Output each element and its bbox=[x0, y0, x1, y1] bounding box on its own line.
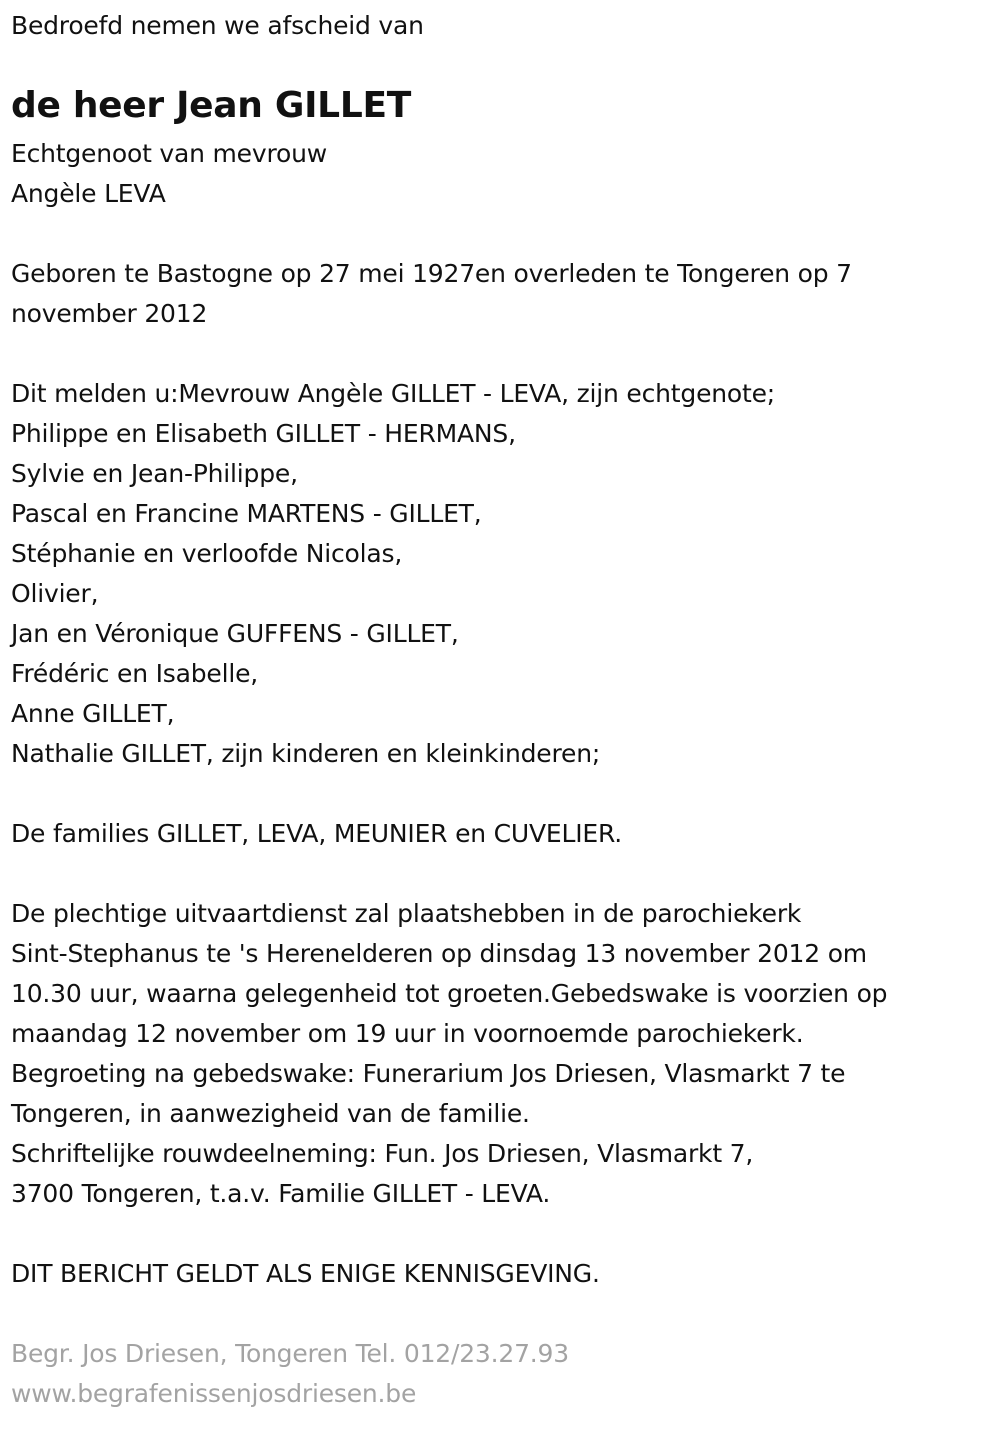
birth-death-line-2: november 2012 bbox=[11, 299, 208, 328]
spouse-name: Angèle LEVA bbox=[11, 179, 166, 208]
closing-statement: DIT BERICHT GELDT ALS ENIGE KENNISGEVING. bbox=[11, 1259, 600, 1288]
announcer-line: Frédéric en Isabelle, bbox=[11, 659, 258, 688]
service-detail-line: 10.30 uur, waarna gelegenheid tot groeten.Gebedswake is voorzien op bbox=[11, 979, 888, 1008]
service-detail-line: Schriftelijke rouwdeelneming: Fun. Jos Driesen, Vlasmarkt 7, bbox=[11, 1139, 754, 1168]
undertaker-website-link[interactable]: www.begrafenissenjosdriesen.be bbox=[11, 1379, 417, 1408]
intro-text: Bedroefd nemen we afscheid van bbox=[11, 11, 424, 40]
families-line: De families GILLET, LEVA, MEUNIER en CUVELIER. bbox=[11, 819, 623, 848]
announcer-line: Pascal en Francine MARTENS - GILLET, bbox=[11, 499, 482, 528]
service-detail-line: Tongeren, in aanwezigheid van de familie. bbox=[11, 1099, 530, 1128]
announcer-line: Sylvie en Jean-Philippe, bbox=[11, 459, 298, 488]
spouse-label: Echtgenoot van mevrouw bbox=[11, 139, 327, 168]
service-detail-line: Begroeting na gebedswake: Funerarium Jos Driesen, Vlasmarkt 7 te bbox=[11, 1059, 846, 1088]
announcer-line: Olivier, bbox=[11, 579, 99, 608]
announcer-line: Dit melden u:Mevrouw Angèle GILLET - LEVA, zijn echtgenote; bbox=[11, 379, 775, 408]
announcer-line: Philippe en Elisabeth GILLET - HERMANS, bbox=[11, 419, 516, 448]
service-detail-line: maandag 12 november om 19 uur in voornoemde parochiekerk. bbox=[11, 1019, 804, 1048]
announcer-line: Anne GILLET, bbox=[11, 699, 175, 728]
service-detail-line: 3700 Tongeren, t.a.v. Familie GILLET - LEVA. bbox=[11, 1179, 551, 1208]
undertaker-contact: Begr. Jos Driesen, Tongeren Tel. 012/23.27.93 bbox=[11, 1339, 569, 1368]
announcer-line: Jan en Véronique GUFFENS - GILLET, bbox=[11, 619, 459, 648]
announcer-line: Stéphanie en verloofde Nicolas, bbox=[11, 539, 403, 568]
deceased-name-heading: de heer Jean GILLET bbox=[11, 85, 412, 126]
service-detail-line: Sint-Stephanus te 's Herenelderen op dinsdag 13 november 2012 om bbox=[11, 939, 867, 968]
birth-death-line-1: Geboren te Bastogne op 27 mei 1927en overleden te Tongeren op 7 bbox=[11, 259, 852, 288]
service-detail-line: De plechtige uitvaartdienst zal plaatshebben in de parochiekerk bbox=[11, 899, 802, 928]
announcer-line: Nathalie GILLET, zijn kinderen en kleinkinderen; bbox=[11, 739, 601, 768]
